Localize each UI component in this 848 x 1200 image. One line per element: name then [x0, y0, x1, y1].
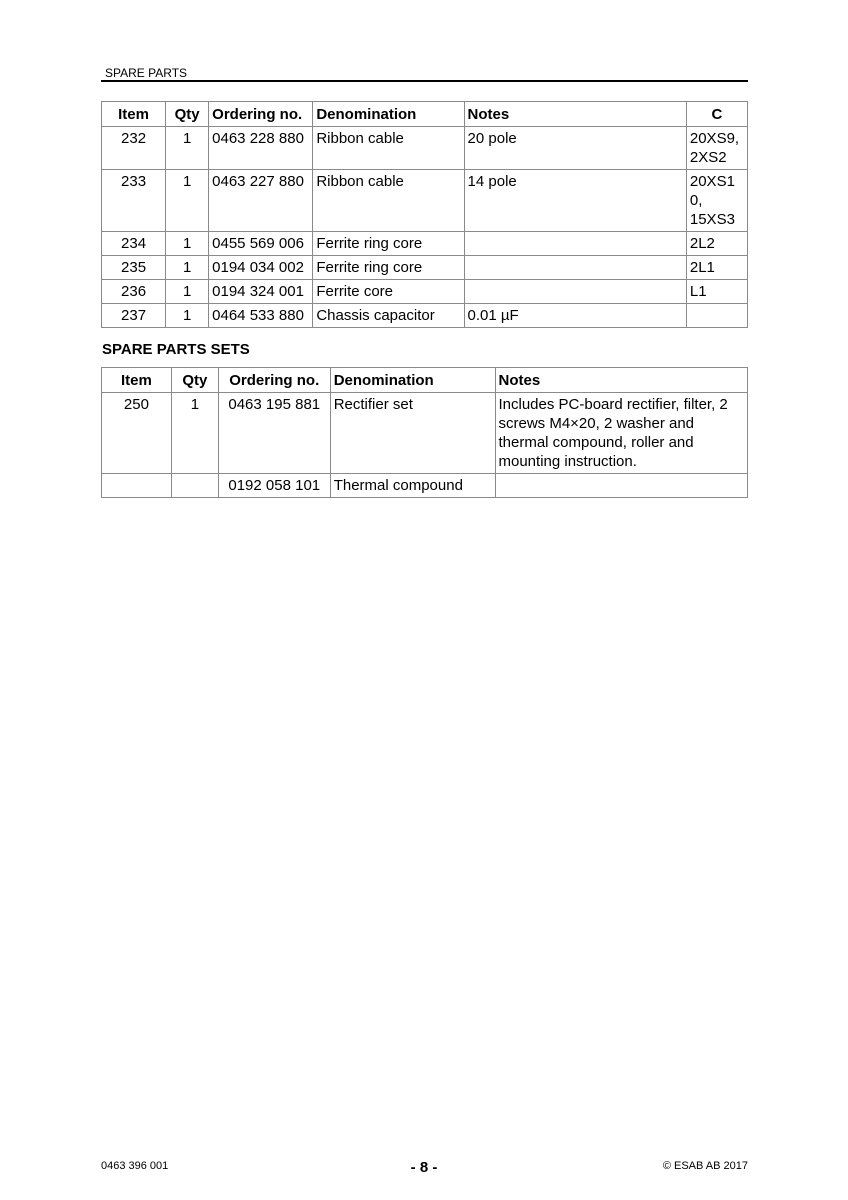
- cell-c: [686, 127, 747, 170]
- column-header-item: Item: [102, 368, 172, 393]
- table-row: [102, 170, 748, 232]
- cell-item: 250: [102, 393, 172, 474]
- table-row: [102, 127, 748, 170]
- table-row: [102, 474, 748, 498]
- cell-notes-line: screws M4×20, 2 washer and: [498, 415, 695, 432]
- cell-ordering-no: 0463 227 880: [209, 170, 313, 232]
- cell-qty: 1: [166, 232, 209, 256]
- spare-parts-table: [101, 101, 748, 328]
- cell-notes: 20 pole: [464, 127, 686, 170]
- cell-ordering-no: 0192 058 101: [218, 474, 330, 498]
- cell-denomination: Ribbon cable: [313, 170, 464, 232]
- cell-c-line: 2L2: [689, 235, 715, 252]
- cell-notes-line: Includes PC-board rectifier, filter, 2: [498, 396, 728, 413]
- cell-notes: [464, 256, 686, 280]
- cell-denomination: Ferrite ring core: [313, 256, 464, 280]
- table-row: [102, 304, 748, 328]
- cell-ordering-no: 0463 228 880: [209, 127, 313, 170]
- page-header-title: SPARE PARTS: [105, 66, 188, 80]
- column-header-ordering-no: Ordering no.: [209, 102, 313, 127]
- cell-ordering-no: 0194 034 002: [209, 256, 313, 280]
- cell-notes: [464, 280, 686, 304]
- column-header-notes: Notes: [464, 102, 686, 127]
- table-row: [102, 393, 748, 474]
- cell-qty: 1: [166, 170, 209, 232]
- table-header-row: [102, 102, 748, 127]
- cell-c: [686, 170, 747, 232]
- cell-c-line: L1: [689, 283, 707, 300]
- cell-ordering-no: 0463 195 881: [218, 393, 330, 474]
- column-header-denomination: Denomination: [330, 368, 495, 393]
- cell-c-line: 15XS3: [689, 211, 735, 228]
- header-rule: [101, 80, 748, 82]
- table-row: [102, 232, 748, 256]
- section-title-spare-parts-sets: SPARE PARTS SETS: [102, 341, 250, 358]
- cell-qty: 1: [166, 304, 209, 328]
- cell-item: 237: [102, 304, 166, 328]
- cell-item: 234: [102, 232, 166, 256]
- table-row: [102, 280, 748, 304]
- table-header-row: [102, 368, 748, 393]
- cell-item: 235: [102, 256, 166, 280]
- table-row: [102, 256, 748, 280]
- cell-denomination: Ferrite core: [313, 280, 464, 304]
- column-header-qty: Qty: [171, 368, 218, 393]
- column-header-denomination: Denomination: [313, 102, 464, 127]
- cell-ordering-no: 0455 569 006: [209, 232, 313, 256]
- footer-page-number: - 8 -: [410, 1159, 438, 1176]
- cell-qty: 1: [166, 127, 209, 170]
- cell-qty: 1: [171, 393, 218, 474]
- cell-denomination: Ribbon cable: [313, 127, 464, 170]
- column-header-item: Item: [102, 102, 166, 127]
- cell-denomination: Ferrite ring core: [313, 232, 464, 256]
- cell-item: [102, 474, 172, 498]
- cell-qty: 1: [166, 256, 209, 280]
- cell-c: [686, 280, 747, 304]
- cell-ordering-no: 0464 533 880: [209, 304, 313, 328]
- cell-notes: [495, 474, 748, 498]
- cell-c-line: 2XS2: [689, 149, 727, 166]
- cell-notes-line: thermal compound, roller and: [498, 434, 694, 451]
- cell-notes: 0.01 µF: [464, 304, 686, 328]
- column-header-qty: Qty: [166, 102, 209, 127]
- cell-item: 233: [102, 170, 166, 232]
- cell-c-line: 0,: [689, 192, 703, 209]
- cell-qty: 1: [166, 280, 209, 304]
- cell-notes: [495, 393, 748, 474]
- cell-c-line: 20XS1: [689, 173, 735, 190]
- cell-c-line: 2L1: [689, 259, 715, 276]
- cell-denomination: Thermal compound: [330, 474, 495, 498]
- cell-notes: [464, 232, 686, 256]
- column-header-notes: Notes: [495, 368, 748, 393]
- cell-c-line: 20XS9,: [689, 130, 740, 147]
- spare-parts-sets-table: [101, 367, 748, 498]
- cell-item: 232: [102, 127, 166, 170]
- cell-ordering-no: 0194 324 001: [209, 280, 313, 304]
- cell-qty: [171, 474, 218, 498]
- cell-c: [686, 256, 747, 280]
- cell-notes: 14 pole: [464, 170, 686, 232]
- cell-c: [686, 232, 747, 256]
- column-header-c: C: [686, 102, 747, 127]
- cell-notes-line: mounting instruction.: [498, 453, 637, 470]
- cell-c: [686, 304, 747, 328]
- cell-denomination: Rectifier set: [330, 393, 495, 474]
- cell-item: 236: [102, 280, 166, 304]
- footer-document-number: 0463 396 001: [101, 1160, 169, 1172]
- cell-denomination: Chassis capacitor: [313, 304, 464, 328]
- footer-copyright: © ESAB AB 2017: [662, 1160, 748, 1172]
- column-header-ordering-no: Ordering no.: [218, 368, 330, 393]
